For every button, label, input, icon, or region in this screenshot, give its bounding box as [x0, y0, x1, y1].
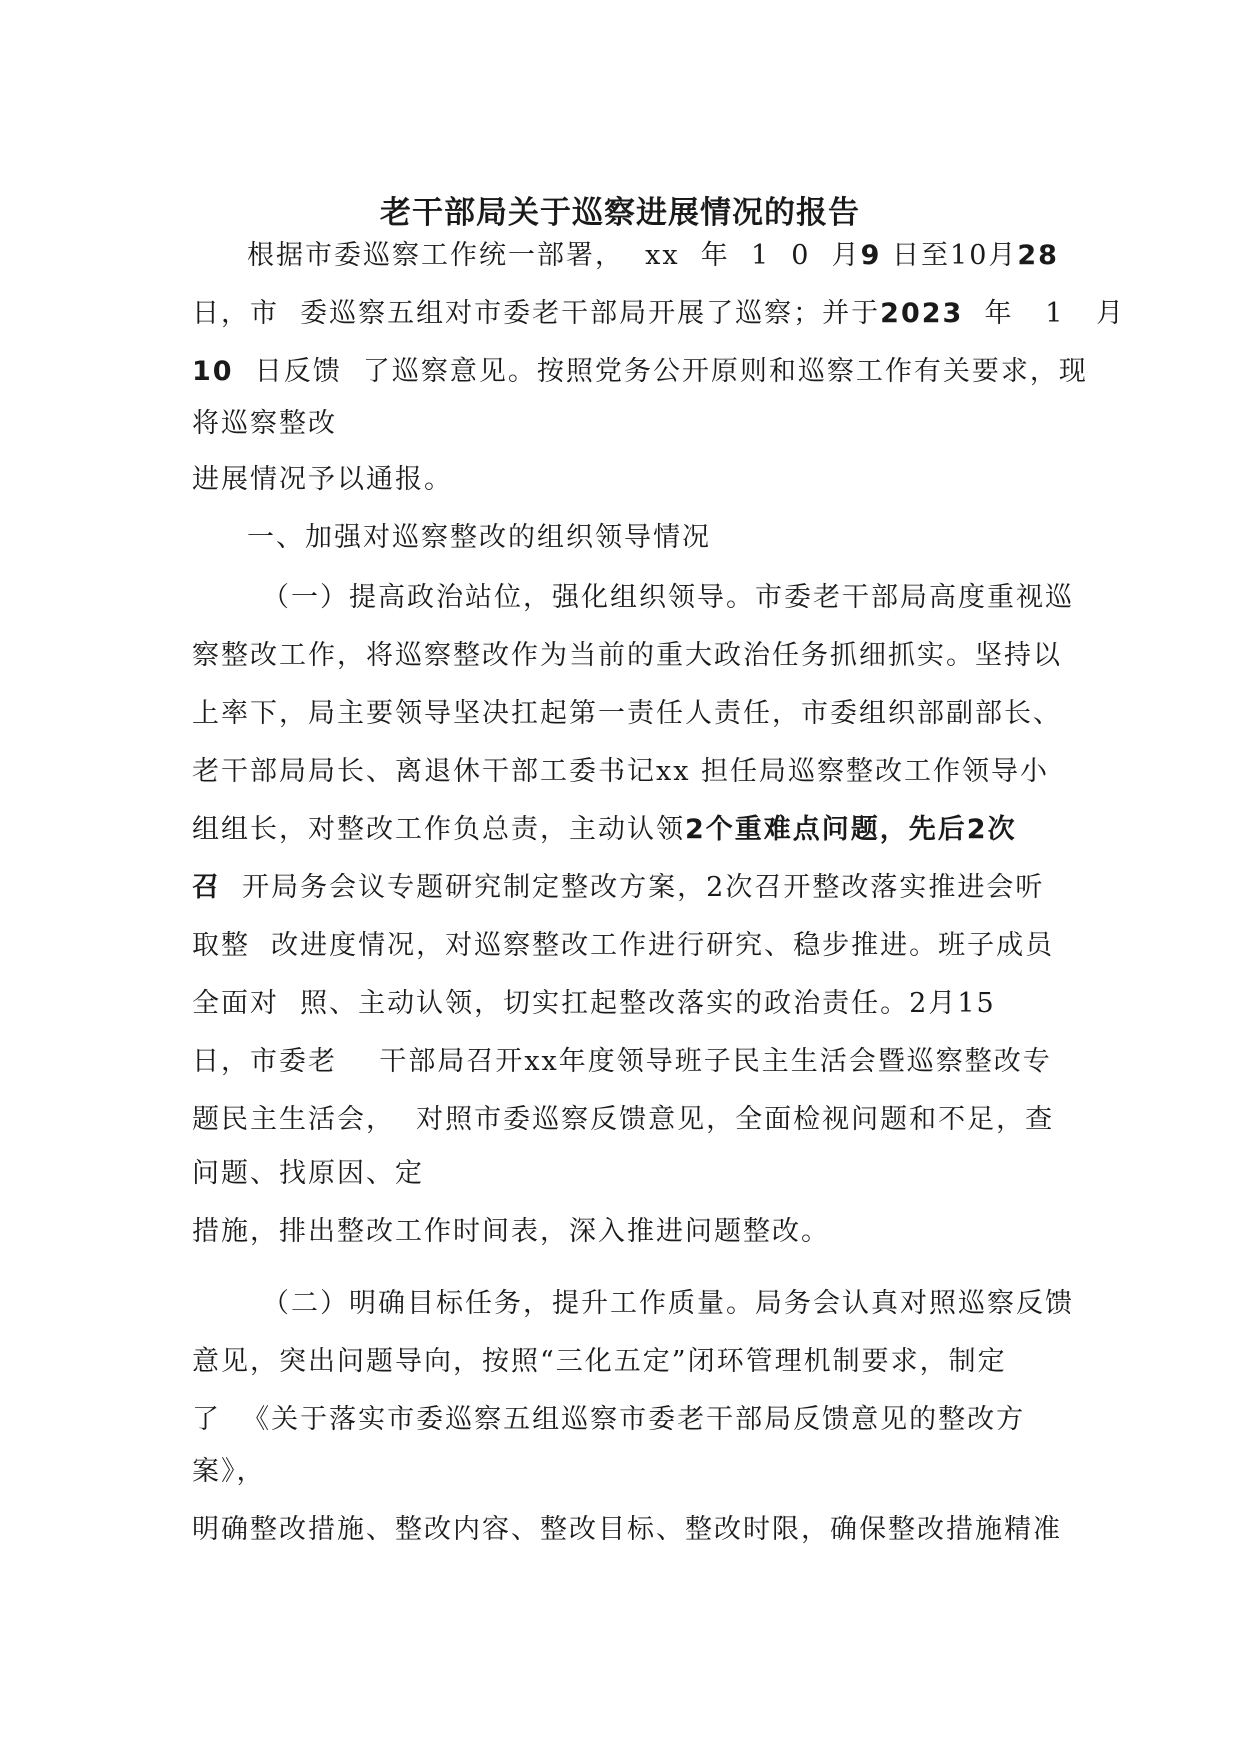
paragraph-line — [192, 810, 1017, 850]
paragraph-line: 日，市委老 干部局召开xx年度领导班子民主生活会暨巡察整改专 — [192, 1046, 1052, 1077]
line-bold-text: 2023 — [880, 298, 964, 329]
line-bold-text: 2个重难点问题，先后2次 — [685, 814, 1017, 845]
document-title: 老干部局关于巡察进展情况的报告 — [380, 195, 860, 231]
paragraph-line: 全面对 照、主动认领，切实扛起整改落实的政治责任。2月15 — [192, 988, 996, 1019]
line-text: 根据市委巡察工作统一部署， xx 年 1 0 月 — [247, 240, 861, 271]
line-text: 组组长，对整改工作负总责，主动认领 — [192, 814, 685, 845]
line-text: 日，市 委巡察五组对市委老干部局开展了巡察；并于 — [192, 298, 881, 329]
paragraph-line: 察整改工作，将巡察整改作为当前的重大政治任务抓细抓实。坚持以 — [192, 640, 1062, 671]
paragraph-line — [192, 868, 1044, 908]
line-bold-text: 9 — [860, 240, 882, 271]
paragraph-line: 题民主生活会， 对照市委巡察反馈意见，全面检视问题和不足，查 — [192, 1104, 1055, 1135]
paragraph-line: （二）明确目标任务，提升工作质量。局务会认真对照巡察反馈 — [262, 1288, 1074, 1319]
paragraph-line: 问题、找原因、定 — [192, 1158, 424, 1189]
line-text: 年 1 月 — [963, 298, 1126, 329]
paragraph-line: 意见，突出问题导向，按照“三化五定”闭环管理机制要求，制定 — [192, 1346, 1007, 1377]
paragraph-line: 老干部局局长、离退休干部工委书记xx 担任局巡察整改工作领导小 — [192, 756, 1050, 787]
section-heading: 一、加强对巡察整改的组织领导情况 — [247, 522, 711, 553]
paragraph-line — [247, 236, 1059, 276]
paragraph-line: 案》， — [192, 1456, 266, 1487]
paragraph-line: 上率下，局主要领导坚决扛起第一责任人责任，市委组织部副部长、 — [192, 698, 1062, 729]
line-text: 开局务会议专题研究制定整改方案，2次召开整改落实推进会听 — [221, 872, 1045, 903]
line-bold-text: 28 — [1017, 240, 1059, 271]
paragraph-line: 措施，排出整改工作时间表，深入推进问题整改。 — [192, 1216, 830, 1247]
paragraph-line — [192, 352, 1088, 392]
line-text: 日反馈 了巡察意见。按照党务公开原则和巡察工作有关要求，现 — [233, 356, 1088, 387]
line-bold-text: 召 — [192, 872, 221, 903]
paragraph-line: 进展情况予以通报。 — [192, 464, 453, 495]
paragraph-line: （一）提高政治站位，强化组织领导。市委老干部局高度重视巡 — [262, 582, 1074, 613]
paragraph-line: 明确整改措施、整改内容、整改目标、整改时限，确保整改措施精准 — [192, 1514, 1062, 1545]
paragraph-line: 将巡察整改 — [192, 408, 337, 439]
paragraph-line: 取整 改进度情况，对巡察整改工作进行研究、稳步推进。班子成员 — [192, 930, 1055, 961]
line-bold-text: 10 — [192, 356, 234, 387]
paragraph-line — [192, 294, 1125, 334]
line-text: 日至10月 — [881, 240, 1018, 271]
paragraph-line: 了 《关于落实市委巡察五组巡察市委老干部局反馈意见的整改方 — [192, 1404, 1026, 1435]
